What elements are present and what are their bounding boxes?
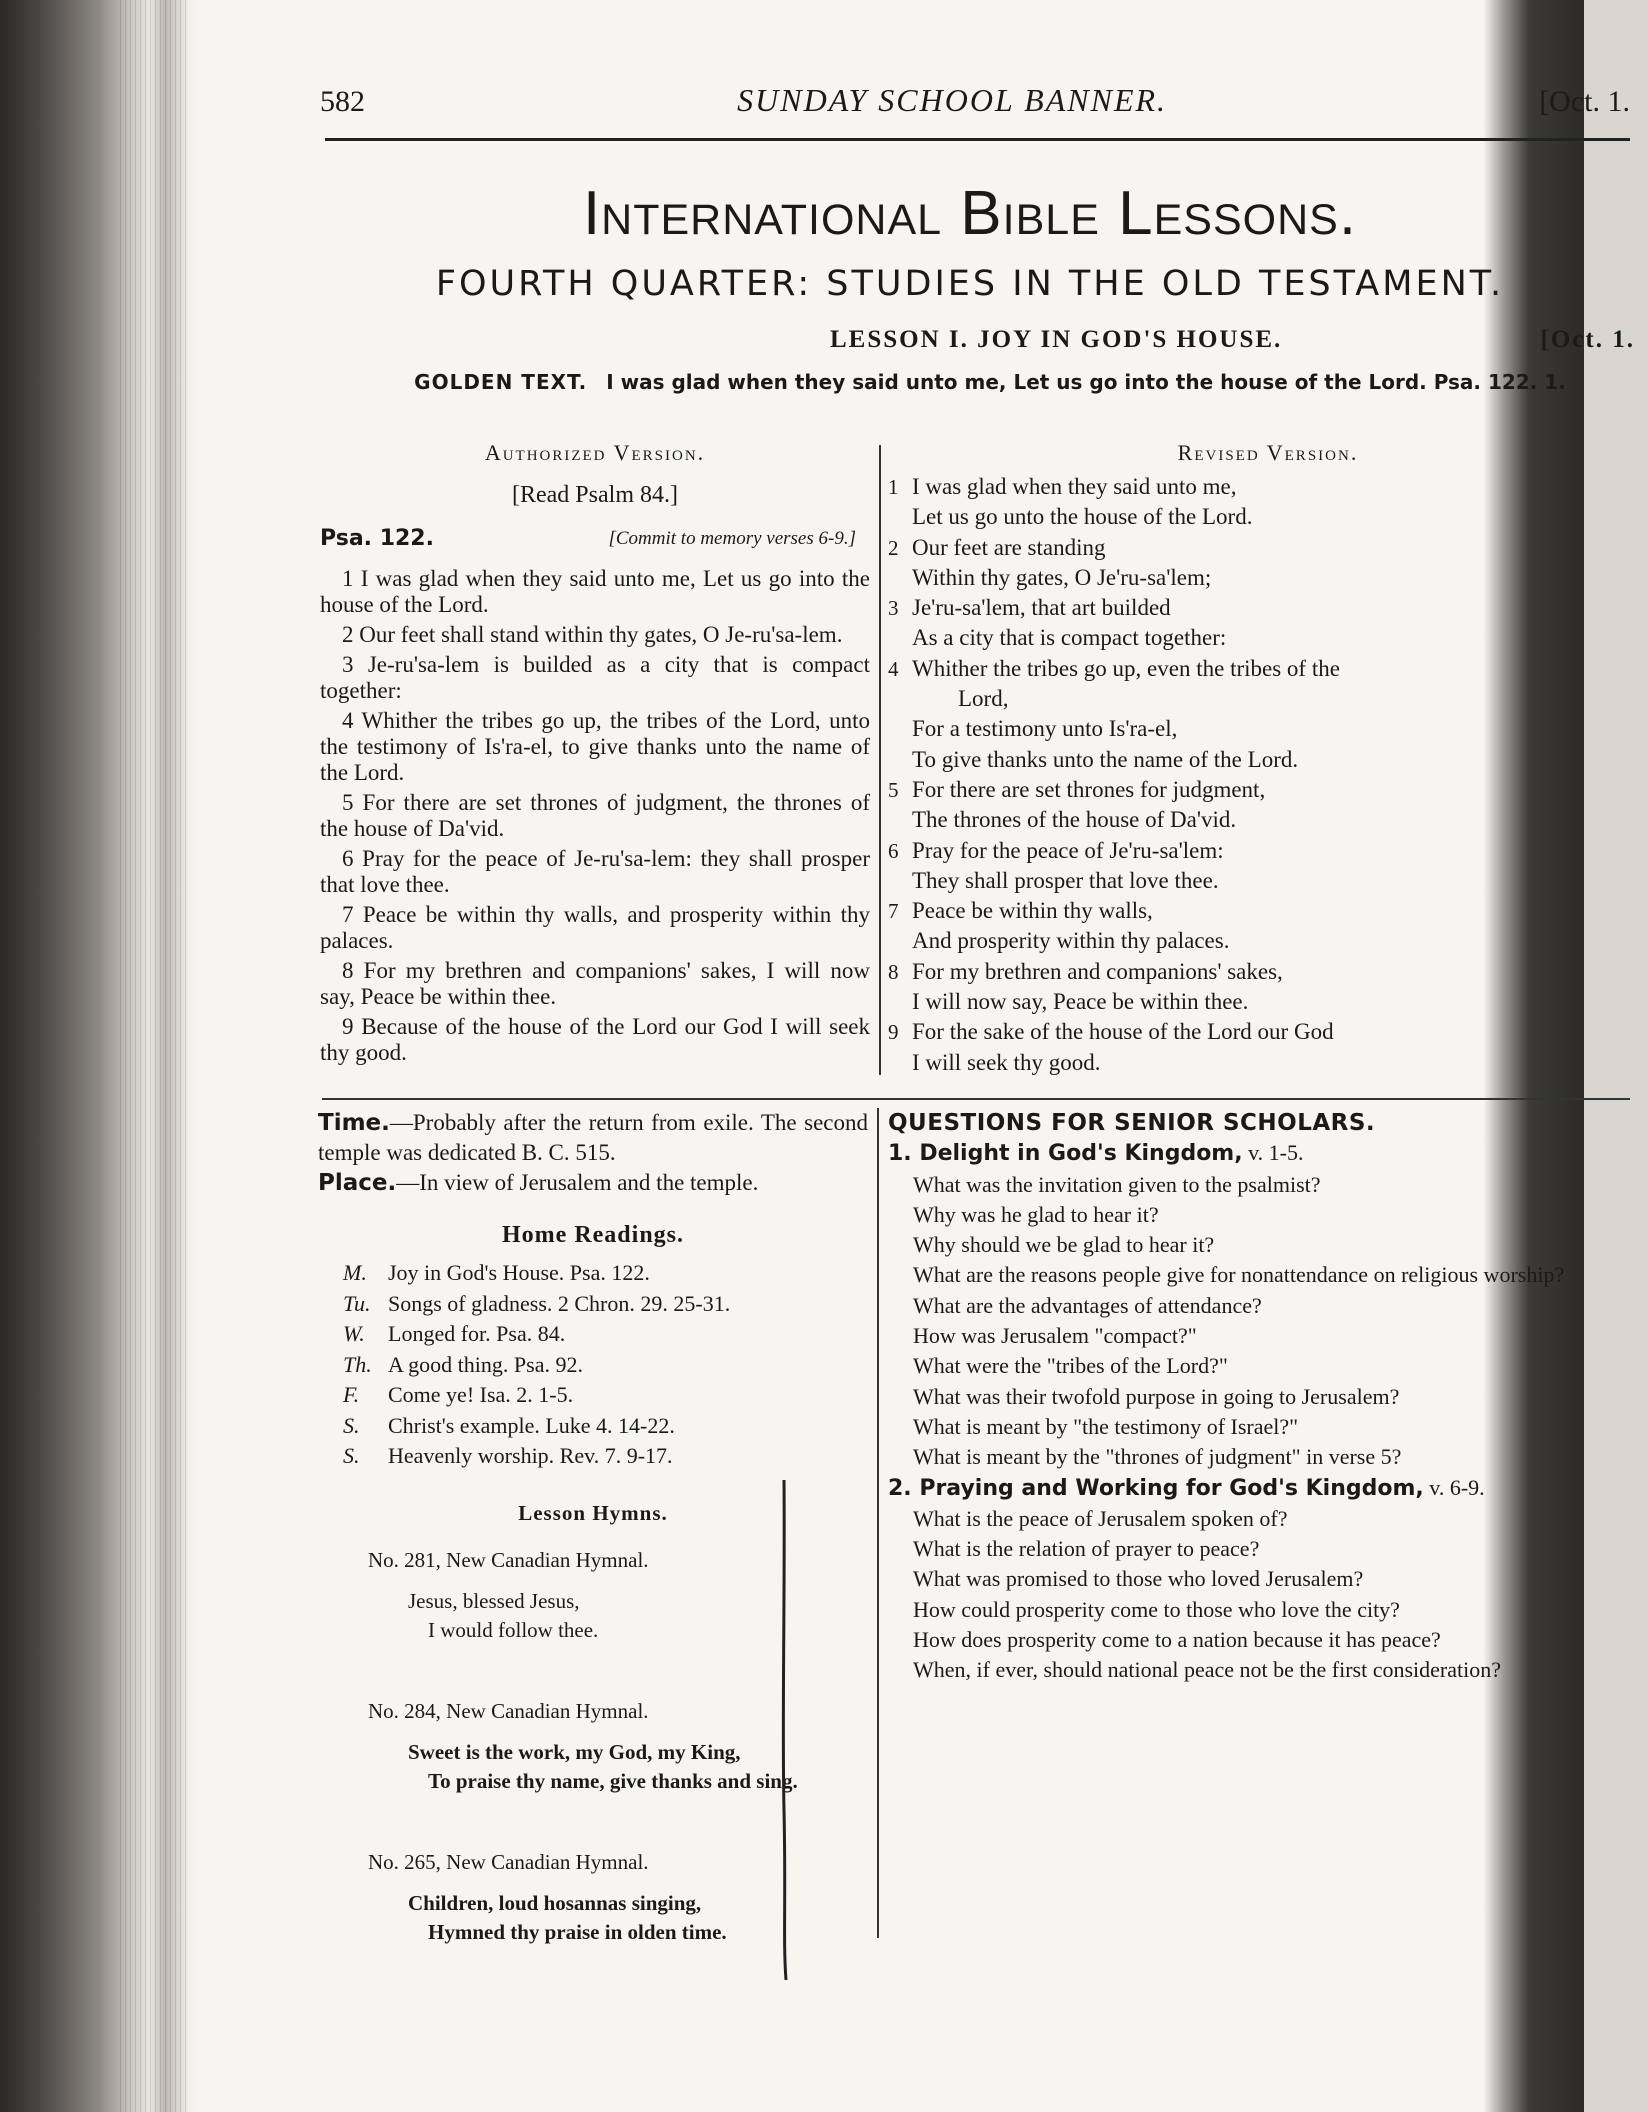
revised-verse-line	[888, 896, 1648, 926]
page-subtitle: FOURTH QUARTER: STUDIES IN THE OLD TESTAMENT.	[435, 264, 1505, 304]
verse-number: 4	[888, 656, 899, 681]
question-item: What was their twofold purpose in going to Jerusalem?	[913, 1383, 1400, 1409]
reading-text: Come ye! Isa. 2. 1-5.	[388, 1382, 574, 1407]
revised-verse-line	[888, 593, 1648, 623]
reading-day: S.	[343, 1443, 360, 1468]
hymn-number: No. 265, New Canadian Hymnal.	[368, 1849, 649, 1874]
home-reading-item	[318, 1411, 868, 1442]
section-title-text: 1. Delight in God's Kingdom,	[888, 1141, 1243, 1167]
hymn-line: To praise thy name, give thanks and sing.	[428, 1768, 798, 1793]
verse-text: Je'ru-sa'lem, that art builded	[912, 595, 1171, 621]
place-text: —In view of Jerusalem and the temple.	[396, 1170, 759, 1195]
read-note: [Read Psalm 84.]	[512, 482, 678, 508]
verse-text: For there are set thrones for judgment,	[912, 776, 1266, 802]
hymn-line: Jesus, blessed Jesus,	[408, 1588, 580, 1613]
home-readings-heading: Home Readings.	[502, 1222, 684, 1248]
revised-verse-continuation: Lord,	[958, 686, 1009, 712]
question-item: What is meant by "the testimony of Israel?"	[913, 1413, 1299, 1439]
hymn-number: No. 284, New Canadian Hymnal.	[368, 1698, 649, 1723]
verse-number: 5	[888, 777, 899, 802]
section-verse-ref: v. 6-9.	[1423, 1474, 1485, 1500]
verse-text: Our feet are standing	[912, 534, 1106, 560]
lesson-date: [Oct. 1.	[1540, 326, 1635, 353]
hymn-line: I would follow thee.	[428, 1617, 599, 1642]
question-item: Why should we be glad to hear it?	[913, 1232, 1215, 1258]
question-section-title	[888, 1138, 1640, 1169]
revised-verse-continuation: And prosperity within thy palaces.	[912, 928, 1230, 954]
revised-verse-line	[888, 775, 1648, 805]
verse-number: 3	[888, 596, 899, 621]
authorized-verse: 2 Our feet shall stand within thy gates, O Je-ru'sa-lem.	[342, 622, 843, 647]
question-item: Why was he glad to hear it?	[913, 1201, 1159, 1227]
time-label: Time.	[318, 1110, 390, 1136]
section-verse-ref: v. 1-5.	[1242, 1140, 1304, 1166]
reading-text: Christ's example. Luke 4. 14-22.	[388, 1412, 675, 1438]
reading-day: W.	[343, 1321, 365, 1346]
hymn-line: Children, loud hosannas singing,	[408, 1890, 702, 1915]
verse-text: For the sake of the house of the Lord our God	[912, 1019, 1334, 1045]
question-item: What are the advantages of attendance?	[913, 1292, 1262, 1318]
authorized-heading: Authorized Version.	[484, 440, 706, 465]
verse-number: 8	[888, 959, 899, 984]
reading-text: Joy in God's House. Psa. 122.	[388, 1260, 650, 1285]
reading-day: Th.	[343, 1351, 372, 1377]
reading-text: A good thing. Psa. 92.	[388, 1351, 583, 1377]
header-rule	[325, 138, 1630, 141]
home-reading-item	[318, 1350, 868, 1381]
section-title-text: 2. Praying and Working for God's Kingdom,	[888, 1475, 1424, 1501]
question-item: What is the peace of Jerusalem spoken of?	[913, 1505, 1288, 1531]
verse-text: Peace be within thy walls,	[912, 898, 1153, 924]
home-reading-item	[318, 1380, 868, 1411]
page	[200, 0, 1635, 2112]
page-number: 582	[320, 85, 365, 118]
revised-verse-line	[888, 957, 1648, 987]
revised-verse-line	[888, 472, 1648, 502]
page-edges	[120, 0, 190, 2112]
place-paragraph	[318, 1168, 868, 1198]
verse-number: 2	[888, 535, 899, 560]
psalm-ref-row	[320, 526, 870, 552]
revised-verses	[888, 472, 1648, 1078]
verse-text: Pray for the peace of Je'ru-sa'lem:	[912, 837, 1224, 863]
question-item: What were the "tribes of the Lord?"	[913, 1353, 1228, 1379]
authorized-verse: 1 I was glad when they said unto me, Let us go into the house of the Lord.	[320, 566, 870, 617]
home-readings-list	[318, 1258, 868, 1472]
home-reading-item	[318, 1319, 868, 1350]
place-label: Place.	[318, 1170, 397, 1196]
revised-verse-line	[888, 533, 1648, 563]
reading-text: Longed for. Psa. 84.	[388, 1321, 566, 1346]
lesson-hymns-heading: Lesson Hymns.	[518, 1500, 668, 1525]
revised-verse-continuation: The thrones of the house of Da'vid.	[912, 807, 1237, 833]
authorized-verse: 4 Whither the tribes go up, the tribes of the Lord, unto the testimony of Is'ra-el, to give thanks unto the name of the Lord.	[320, 708, 870, 785]
journal-title: SUNDAY SCHOOL BANNER.	[737, 82, 1168, 118]
question-item: How was Jerusalem "compact?"	[913, 1323, 1197, 1349]
golden-text-body: I was glad when they said unto me, Let us go into the house of the Lord. Psa. 122. 1.	[606, 370, 1566, 394]
hymn-line: Hymned thy praise in olden time.	[428, 1919, 727, 1944]
revised-verse-continuation: I will seek thy good.	[912, 1049, 1101, 1075]
authorized-verse: 6 Pray for the peace of Je-ru'sa-lem: they shall prosper that love thee.	[320, 846, 870, 897]
reading-day: M.	[343, 1260, 367, 1285]
question-item: What was promised to those who loved Jerusalem?	[913, 1566, 1364, 1592]
verse-number: 9	[888, 1020, 899, 1045]
verse-text: For my brethren and companions' sakes,	[912, 958, 1283, 984]
revised-verse-line	[888, 836, 1648, 866]
reading-day: F.	[343, 1382, 360, 1407]
column-divider	[879, 445, 881, 1075]
pen-scratch	[780, 1480, 788, 1980]
golden-text-label: GOLDEN TEXT.	[414, 370, 588, 394]
hymn-number: No. 281, New Canadian Hymnal.	[368, 1547, 649, 1572]
questions-heading: QUESTIONS FOR SENIOR SCHOLARS.	[888, 1110, 1376, 1136]
revised-verse-continuation: For a testimony unto Is'ra-el,	[912, 716, 1178, 742]
column-divider-lower	[877, 1108, 879, 1938]
authorized-verse: 7 Peace be within thy walls, and prosperity within thy palaces.	[320, 902, 870, 953]
running-head	[320, 82, 1630, 128]
authorized-verse: 3 Je-ru'sa-lem is builded as a city that is compact together:	[320, 652, 870, 703]
home-reading-item	[318, 1258, 868, 1289]
book-spine	[0, 0, 200, 2112]
hymn-line: Sweet is the work, my God, my King,	[408, 1739, 741, 1764]
revised-verse-continuation: To give thanks unto the name of the Lord.	[912, 746, 1299, 772]
reading-day: Tu.	[343, 1290, 371, 1316]
question-sections	[888, 1138, 1640, 1685]
page-title: International Bible Lessons.	[582, 179, 1358, 248]
revised-verse-line	[888, 654, 1648, 684]
question-item: How could prosperity come to those who love the city?	[913, 1596, 1400, 1622]
question-item: What are the reasons people give for nonattendance on religious worship?	[913, 1262, 1565, 1288]
lesson-line	[320, 326, 1635, 362]
lesson-title: LESSON I. JOY IN GOD'S HOUSE.	[830, 326, 1283, 353]
verse-text: Whither the tribes go up, even the tribes of the	[912, 655, 1340, 681]
reading-text: Songs of gladness. 2 Chron. 29. 25-31.	[388, 1290, 731, 1316]
verse-text: I was glad when they said unto me,	[912, 474, 1237, 499]
revised-version	[888, 440, 1648, 1078]
questions-column	[888, 1108, 1640, 1686]
header-date: [Oct. 1.	[1539, 85, 1630, 118]
verse-number: 6	[888, 838, 899, 863]
revised-verse-continuation: As a city that is compact together:	[912, 625, 1227, 651]
reading-day: S.	[343, 1412, 360, 1438]
authorized-verse: 8 For my brethren and companions' sakes, I will now say, Peace be within thee.	[320, 958, 870, 1009]
reading-text: Heavenly worship. Rev. 7. 9-17.	[388, 1443, 673, 1468]
time-paragraph	[318, 1108, 868, 1168]
psalm-ref: Psa. 122.	[320, 526, 434, 551]
home-reading-item	[318, 1289, 868, 1320]
authorized-verse: 5 For there are set thrones of judgment, the thrones of the house of Da'vid.	[320, 790, 870, 841]
revised-verse-continuation: Within thy gates, O Je'ru-sa'lem;	[912, 564, 1212, 590]
revised-heading: Revised Version.	[1177, 440, 1359, 465]
verse-number: 7	[888, 899, 899, 924]
revised-verse-line	[888, 1017, 1648, 1047]
time-text: —Probably after the return from exile. The second temple was dedicated B. C. 515.	[318, 1110, 868, 1165]
question-item: How does prosperity come to a nation because it has peace?	[913, 1627, 1441, 1653]
question-item: What is the relation of prayer to peace?	[913, 1536, 1260, 1562]
revised-verse-continuation: I will now say, Peace be within thee.	[912, 989, 1249, 1015]
home-reading-item	[318, 1441, 868, 1472]
revised-verse-continuation: Let us go unto the house of the Lord.	[912, 504, 1253, 530]
section-rule	[322, 1098, 1630, 1100]
question-item: What was the invitation given to the psalmist?	[913, 1171, 1321, 1197]
question-item: What is meant by the "thrones of judgment" in verse 5?	[913, 1444, 1402, 1470]
revised-verse-continuation: They shall prosper that love thee.	[912, 867, 1219, 893]
authorized-verses	[320, 566, 870, 1066]
golden-text	[400, 368, 1580, 396]
authorized-verse: 9 Because of the house of the Lord our God I will seek thy good.	[320, 1014, 870, 1065]
question-item: When, if ever, should national peace not be the first consideration?	[913, 1657, 1502, 1683]
question-section-title	[888, 1473, 1640, 1504]
verse-number: 1	[888, 475, 899, 499]
authorized-version	[320, 440, 870, 1070]
commit-note: [Commit to memory verses 6-9.]	[608, 528, 856, 549]
